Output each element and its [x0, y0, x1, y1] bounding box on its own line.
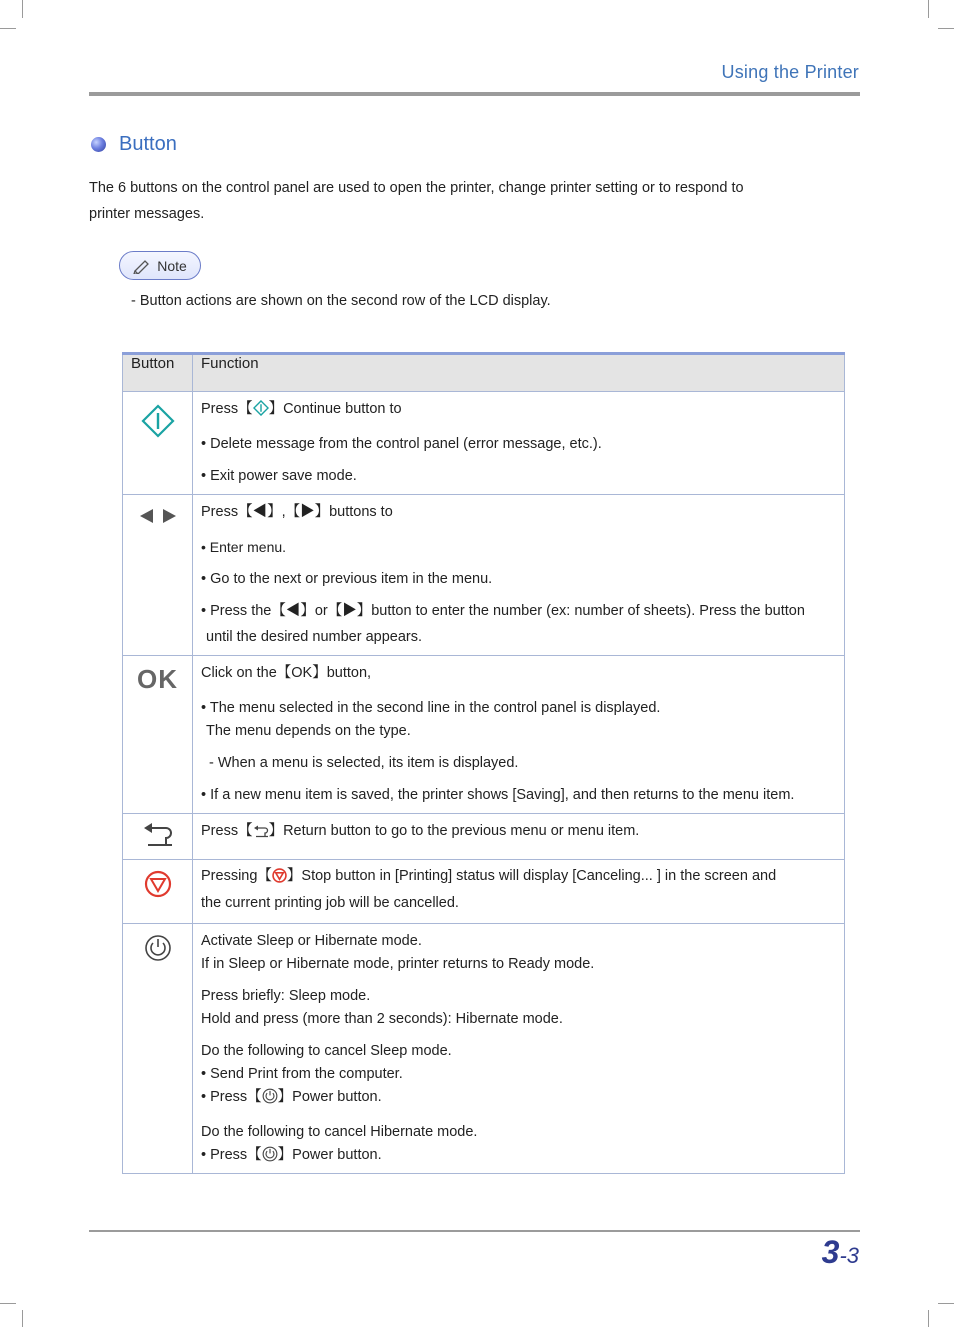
text: Press【 — [201, 401, 253, 417]
text: - When a menu is selected, its item is displayed. — [209, 755, 519, 771]
text: until the desired number appears. — [206, 629, 423, 645]
text: 】Power button. — [277, 1089, 382, 1105]
stop-icon — [272, 868, 287, 883]
button-function-table — [122, 352, 845, 1174]
table-row — [123, 392, 845, 495]
chapter-number: 3 — [821, 1234, 840, 1270]
table-row — [123, 656, 845, 814]
intro-paragraph — [89, 175, 789, 227]
function-cell — [193, 860, 845, 924]
text: the current printing job will be cancelled. — [201, 895, 459, 911]
power-icon — [262, 1088, 278, 1104]
page-number — [822, 1234, 859, 1271]
text: • The menu selected in the second line in the control panel is displayed. — [201, 700, 661, 716]
function-cell — [193, 656, 845, 814]
function-cell — [193, 924, 845, 1174]
text: 】Return button to go to the previous menu or menu item. — [268, 823, 640, 839]
power-icon — [262, 1146, 278, 1162]
text: 】Stop button in [Printing] status will display [Canceling... ] in the screen and — [286, 868, 777, 884]
text: Press【 — [201, 823, 253, 839]
crop-mark — [938, 28, 954, 29]
text: Pressing【 — [201, 868, 272, 884]
text: 】Continue button to — [268, 401, 402, 417]
function-cell — [193, 495, 845, 656]
return-icon — [142, 820, 174, 848]
crop-mark — [0, 1303, 16, 1304]
button-cell — [123, 495, 193, 656]
text: • Press【 — [201, 1089, 262, 1105]
crop-mark — [22, 1310, 23, 1327]
pencil-icon — [133, 258, 151, 274]
table-row — [123, 495, 845, 656]
note-text: - Button actions are shown on the second row of the LCD display. — [131, 293, 551, 309]
note-label: Note — [157, 257, 187, 274]
table-row — [123, 860, 845, 924]
section-title: Button — [119, 133, 177, 155]
column-header: Button — [123, 354, 193, 392]
table-header-row — [123, 354, 845, 392]
footer-rule — [89, 1230, 860, 1232]
left-right-arrows-icon — [138, 507, 178, 525]
text: • Send Print from the computer. — [201, 1066, 403, 1082]
continue-icon — [253, 400, 269, 416]
return-icon — [253, 824, 269, 838]
button-cell — [123, 814, 193, 860]
text: Press briefly: Sleep mode. — [201, 988, 371, 1004]
text: 】Power button. — [277, 1147, 382, 1163]
running-header: Using the Printer — [721, 62, 859, 82]
stop-icon — [144, 870, 172, 898]
text: • If a new menu item is saved, the printer shows [Saving], and then returns to the menu item. — [201, 787, 795, 803]
crop-mark — [0, 28, 16, 29]
header-rule — [89, 92, 860, 96]
text: • Press the【◀】or【▶】button to enter the number (ex: number of sheets). Press the button — [201, 603, 805, 619]
function-cell — [193, 392, 845, 495]
intro-line: printer messages. — [89, 206, 205, 222]
text: • Delete message from the control panel (error message, etc.). — [201, 436, 602, 452]
button-cell — [123, 924, 193, 1174]
crop-mark — [22, 0, 23, 18]
text: Click on the【OK】button, — [201, 665, 372, 681]
text: Activate Sleep or Hibernate mode. — [201, 933, 422, 949]
section-heading — [91, 133, 177, 156]
text: • Enter menu. — [201, 539, 287, 555]
text: Do the following to cancel Hibernate mode. — [201, 1124, 478, 1140]
text: • Go to the next or previous item in the menu. — [201, 571, 493, 587]
ok-icon: OK — [137, 664, 178, 694]
text: • Press【 — [201, 1147, 262, 1163]
text: If in Sleep or Hibernate mode, printer returns to Ready mode. — [201, 956, 595, 972]
text: Hold and press (more than 2 seconds): Hibernate mode. — [201, 1011, 563, 1027]
power-icon — [144, 934, 172, 962]
note-badge — [119, 251, 201, 280]
text: Do the following to cancel Sleep mode. — [201, 1043, 452, 1059]
crop-mark — [928, 0, 929, 18]
intro-line: The 6 buttons on the control panel are used to open the printer, change printer setting or to respond to — [89, 180, 744, 196]
button-cell — [123, 392, 193, 495]
table-row — [123, 814, 845, 860]
button-cell — [123, 656, 193, 814]
table-row — [123, 924, 845, 1174]
bullet-icon — [91, 137, 106, 152]
crop-mark — [938, 1303, 954, 1304]
column-header: Function — [193, 354, 845, 392]
continue-icon — [141, 404, 175, 438]
page-index: -3 — [839, 1243, 859, 1268]
crop-mark — [928, 1310, 929, 1327]
text: The menu depends on the type. — [206, 723, 411, 739]
function-cell — [193, 814, 845, 860]
text: • Exit power save mode. — [201, 468, 357, 484]
text: Press【◀】,【▶】buttons to — [201, 504, 393, 520]
button-cell — [123, 860, 193, 924]
